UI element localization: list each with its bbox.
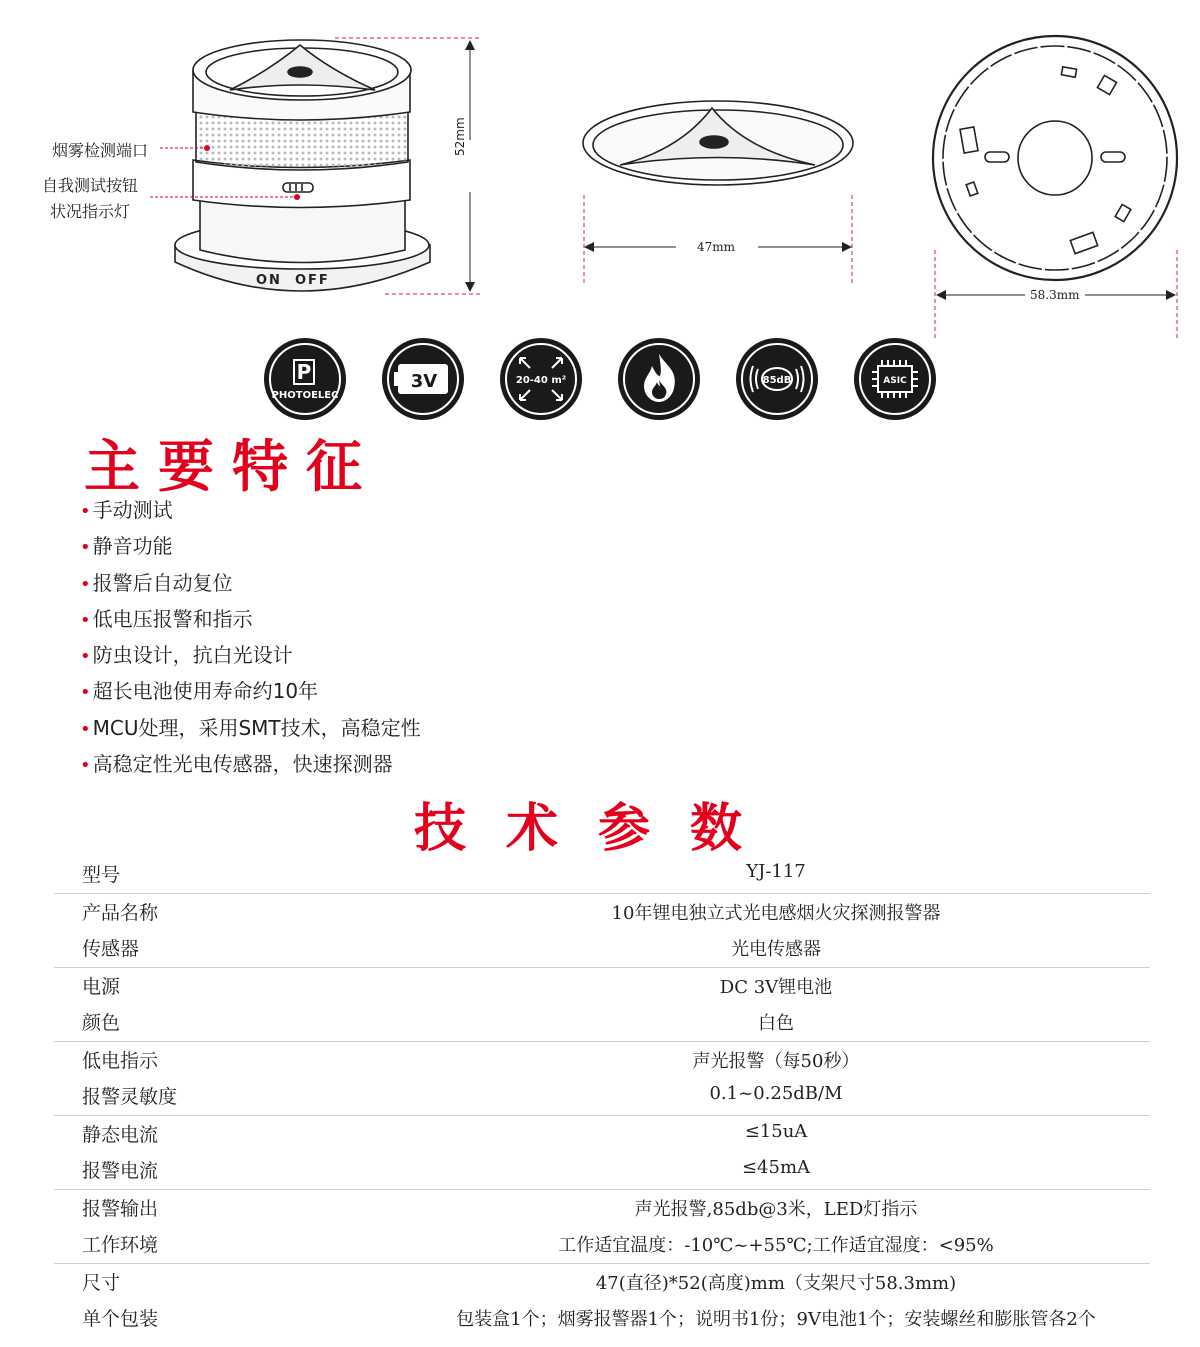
spec-value: ≤45mA <box>741 1157 811 1178</box>
spec-label: 报警灵敏度 <box>82 1086 178 1108</box>
list-item: • 手动测试 <box>80 498 173 522</box>
on-off-label: ON OFF <box>256 273 330 288</box>
list-item: • 高稳定性光电传感器，快速探测器 <box>80 752 393 777</box>
spec-value: YJ-117 <box>746 861 806 882</box>
svg-text:PHOTOELEC: PHOTOELEC <box>271 390 339 401</box>
base-dim-label: 58.3mm <box>1030 288 1080 302</box>
table-row <box>54 1190 1150 1227</box>
table-row <box>54 1264 1150 1301</box>
svg-text:20-40 m²: 20-40 m² <box>515 375 567 386</box>
svg-text:85dB: 85dB <box>762 375 792 386</box>
spec-label: 型号 <box>82 864 121 886</box>
self-test-button-label: 自我测试按钮 <box>42 176 139 195</box>
table-row <box>54 1226 1150 1264</box>
svg-text:P: P <box>296 360 312 384</box>
diameter-dim-label: 47mm <box>697 240 736 254</box>
spec-value: 0.1~0.25dB/M <box>709 1083 843 1104</box>
sound-icon <box>734 336 820 422</box>
spec-value: 声光报警,85db@3米，LED灯指示 <box>634 1198 918 1220</box>
spec-value: ≤15uA <box>744 1120 808 1142</box>
spec-label: 静态电流 <box>82 1123 159 1146</box>
spec-label: 产品名称 <box>82 901 159 924</box>
spec-table <box>54 856 1150 1337</box>
smoke-port-label: 烟雾检测端口 <box>52 141 149 160</box>
spec-value: 47(直径)*52(高度)mm（支架尺寸58.3mm) <box>595 1272 957 1294</box>
table-row <box>54 1078 1150 1116</box>
table-row <box>54 968 1150 1005</box>
table-row <box>54 1004 1150 1042</box>
coverage-area-icon <box>498 336 584 422</box>
table-row <box>54 1116 1150 1153</box>
status-light-label: 状况指示灯 <box>50 202 131 221</box>
spec-value: 工作适宜温度：-10℃~+55℃;工作适宜湿度：<95% <box>558 1235 994 1256</box>
side-view-drawing <box>175 40 430 291</box>
fire-icon <box>616 336 702 422</box>
table-row <box>54 856 1150 894</box>
list-item: • 静音功能 <box>80 534 173 559</box>
list-item: • 防虫设计，抗白光设计 <box>80 643 293 668</box>
list-item: • 报警后自动复位 <box>80 570 233 595</box>
spec-label: 电源 <box>82 975 121 998</box>
spec-value: 10年锂电独立式光电感烟火灾探测报警器 <box>611 902 941 924</box>
spec-label: 低电指示 <box>82 1049 159 1072</box>
chip-icon <box>852 336 938 422</box>
spec-label: 传感器 <box>82 938 140 960</box>
spec-value: 声光报警（每50秒） <box>692 1050 860 1072</box>
table-row <box>54 1042 1150 1079</box>
specs-title: 技术参数 <box>414 799 783 859</box>
spec-value: DC 3V锂电池 <box>719 976 833 998</box>
features-list <box>80 494 421 784</box>
table-row <box>54 1300 1150 1337</box>
spec-label: 报警输出 <box>82 1197 159 1220</box>
spec-value: 光电传感器 <box>731 939 821 960</box>
spec-value: 包装盒1个；烟雾报警器1个；说明书1份；9V电池1个；安装螺丝和膨胀管各2个 <box>456 1309 1096 1330</box>
spec-label: 颜色 <box>82 1012 121 1034</box>
table-row <box>54 894 1150 931</box>
svg-text:3V: 3V <box>410 371 438 392</box>
list-item: • 低电压报警和指示 <box>80 606 253 631</box>
spec-value: 白色 <box>758 1013 794 1034</box>
photoelectric-icon <box>262 336 348 422</box>
table-row <box>54 930 1150 968</box>
base-view-drawing <box>933 36 1177 280</box>
svg-text:ASIC: ASIC <box>883 376 907 386</box>
top-view-drawing <box>583 101 853 185</box>
spec-label: 报警电流 <box>82 1160 159 1182</box>
spec-label: 单个包装 <box>82 1308 159 1330</box>
spec-label: 工作环境 <box>82 1234 159 1256</box>
list-item: • 超长电池使用寿命约10年 <box>80 679 319 704</box>
list-item: • MCU处理，采用SMT技术，高稳定性 <box>80 715 421 740</box>
spec-label: 尺寸 <box>82 1271 121 1294</box>
battery-icon <box>380 336 466 422</box>
features-title: 主要特征 <box>84 435 380 500</box>
height-dim-label: 52mm <box>453 117 467 156</box>
feature-icons <box>262 336 962 426</box>
table-row <box>54 1152 1150 1190</box>
